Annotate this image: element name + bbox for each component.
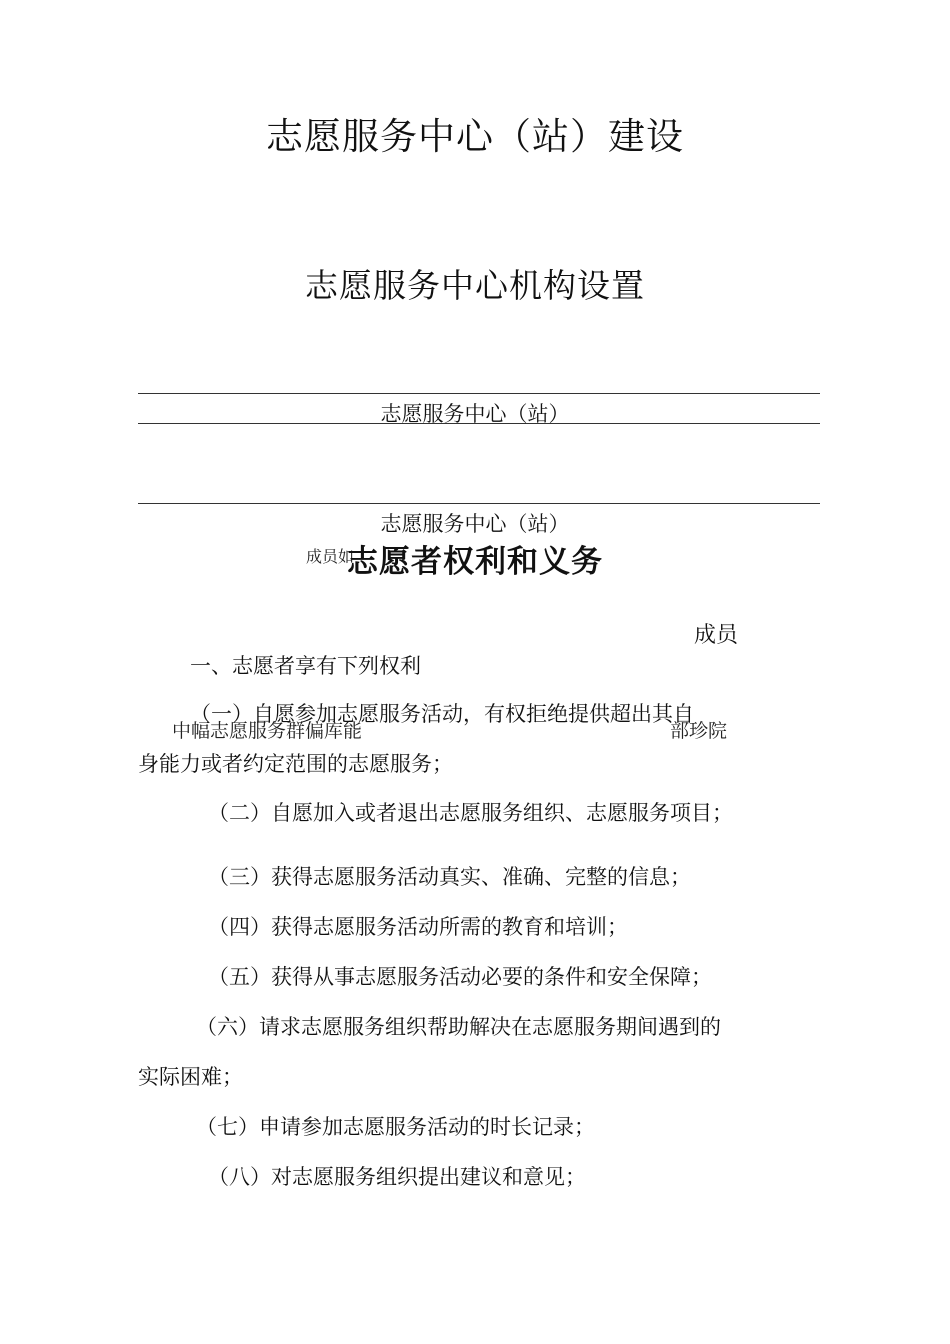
rights-item-7: （七）申请参加志愿服务活动的时长记录； (196, 1115, 595, 1139)
org-box-bottom-rule (138, 423, 820, 424)
document-title: 志愿服务中心（站）建设 (266, 115, 684, 158)
rights-item-6: （六）请求志愿服务组织帮助解决在志愿服务期间遇到的 (196, 1015, 721, 1039)
org-overlap-right-text: 部珍院 (670, 720, 728, 742)
rights-item-4: （四）获得志愿服务活动所需的教育和培训； (208, 915, 628, 939)
rights-item-3: （三）获得志愿服务活动真实、准确、完整的信息； (208, 865, 691, 889)
org-overlap-left-text: 中幅志愿服务群偏库能 (172, 720, 363, 742)
rights-item-6-cont: 实际困难； (138, 1065, 243, 1089)
org-overlap-small-text: 成员如 (306, 547, 355, 566)
rights-item-1: （一）自愿参加志愿服务活动，有权拒绝提供超出其自 (190, 702, 694, 726)
org-box-top-rule (138, 393, 820, 394)
rights-item-5: （五）获得从事志愿服务活动必要的条件和安全保障； (208, 965, 712, 989)
rights-item-1-cont: 身能力或者约定范围的志愿服务； (138, 752, 453, 776)
document-subtitle: 志愿服务中心机构设置 (305, 266, 645, 305)
rights-item-2: （二）自愿加入或者退出志愿服务组织、志愿服务项目； (208, 801, 733, 825)
org-second-box-label: 志愿服务中心（站） (380, 512, 570, 536)
org-second-box-rule (138, 503, 820, 504)
section-title: 志愿者权利和义务 (347, 544, 603, 580)
rights-heading: 一、志愿者享有下列权利 (190, 654, 421, 678)
org-top-box-label: 志愿服务中心（站） (380, 402, 570, 426)
rights-item-8: （八）对志愿服务组织提出建议和意见； (208, 1165, 586, 1189)
org-members-label: 成员 (694, 623, 739, 648)
